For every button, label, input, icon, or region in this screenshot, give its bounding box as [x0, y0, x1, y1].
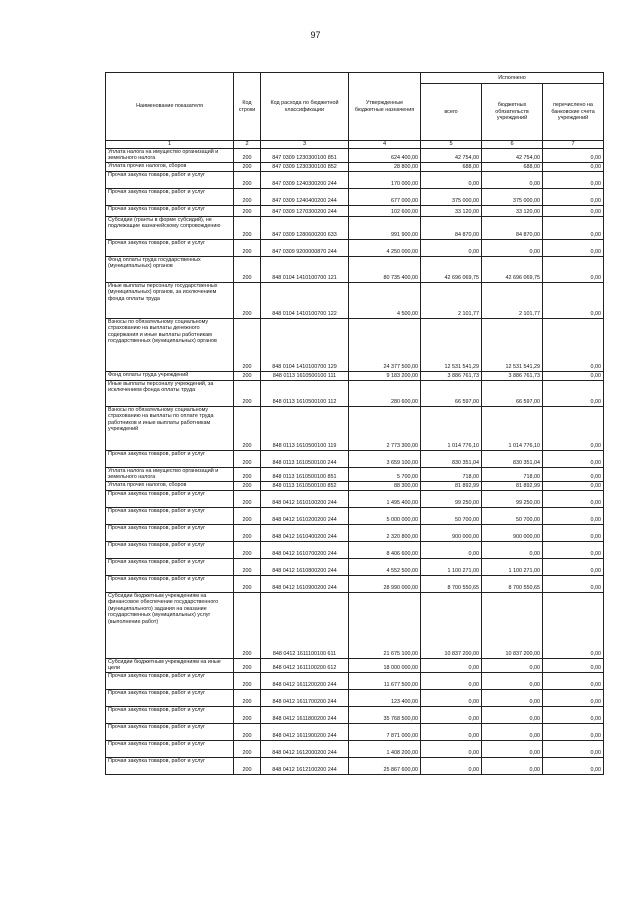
row-executed-institutions: 42 754,00 — [482, 148, 543, 162]
row-line-code: 200 — [234, 256, 261, 282]
row-executed-institutions: 8 700 550,65 — [482, 575, 543, 592]
row-approved: 4 552 500,00 — [349, 558, 421, 575]
row-class-code: 848 0113 1610500100 111 — [261, 371, 349, 380]
row-executed-institutions: 0,00 — [482, 740, 543, 757]
row-transferred: 0,00 — [543, 672, 604, 689]
row-transferred: 0,00 — [543, 239, 604, 256]
row-approved: 80 735 400,00 — [349, 256, 421, 282]
row-transferred: 0,00 — [543, 524, 604, 541]
table-row — [106, 216, 604, 239]
table-row — [106, 450, 604, 467]
row-line-code: 200 — [234, 239, 261, 256]
table-row — [106, 689, 604, 706]
row-name: Прочая закупка товаров, работ и услуг — [106, 450, 234, 467]
row-approved: 991 900,00 — [349, 216, 421, 239]
row-executed-total: 0,00 — [421, 672, 482, 689]
table-row — [106, 467, 604, 481]
row-line-code: 200 — [234, 467, 261, 481]
row-name: Прочая закупка товаров, работ и услуг — [106, 171, 234, 188]
row-class-code: 848 0113 1610500100 851 — [261, 467, 349, 481]
row-executed-institutions: 900 000,00 — [482, 524, 543, 541]
row-class-code: 847 0309 1230300100 852 — [261, 162, 349, 171]
row-executed-institutions: 688,00 — [482, 162, 543, 171]
column-number: 5 — [421, 141, 482, 149]
row-name: Взносы по обязательному социальному страхованию на выплаты по оплате труда работников и иные выплаты работникам учреждений — [106, 406, 234, 450]
row-name: Уплата прочих налогов, сборов — [106, 481, 234, 490]
row-line-code: 200 — [234, 507, 261, 524]
row-class-code: 847 0309 1280600200 633 — [261, 216, 349, 239]
row-executed-total: 375 000,00 — [421, 188, 482, 205]
row-approved: 25 867 600,00 — [349, 757, 421, 774]
row-class-code: 848 0412 1611100100 611 — [261, 592, 349, 658]
row-transferred: 0,00 — [543, 689, 604, 706]
row-class-code: 848 0113 1610500100 244 — [261, 450, 349, 467]
header-line-code: Код строки — [234, 73, 261, 141]
row-line-code: 200 — [234, 380, 261, 406]
row-name: Уплата прочих налогов, сборов — [106, 162, 234, 171]
row-class-code: 848 0412 1612100200 244 — [261, 757, 349, 774]
row-executed-institutions: 1 100 271,00 — [482, 558, 543, 575]
row-transferred: 0,00 — [543, 450, 604, 467]
row-line-code: 200 — [234, 282, 261, 318]
row-transferred: 0,00 — [543, 318, 604, 371]
row-approved: 7 871 000,00 — [349, 723, 421, 740]
row-approved: 5 000 000,00 — [349, 507, 421, 524]
row-approved: 28 800,00 — [349, 162, 421, 171]
row-executed-total: 3 886 761,73 — [421, 371, 482, 380]
row-executed-institutions: 0,00 — [482, 239, 543, 256]
row-executed-institutions: 0,00 — [482, 541, 543, 558]
row-line-code: 200 — [234, 672, 261, 689]
row-name: Уплата налога на имущество организаций и земельного налога — [106, 148, 234, 162]
row-name: Прочая закупка товаров, работ и услуг — [106, 205, 234, 216]
row-approved: 3 659 100,00 — [349, 450, 421, 467]
row-line-code: 200 — [234, 188, 261, 205]
row-executed-total: 688,00 — [421, 162, 482, 171]
row-class-code: 848 0113 1610500100 852 — [261, 481, 349, 490]
row-line-code: 200 — [234, 171, 261, 188]
column-number: 4 — [349, 141, 421, 149]
row-name: Прочая закупка товаров, работ и услуг — [106, 541, 234, 558]
row-line-code: 200 — [234, 658, 261, 672]
row-transferred: 0,00 — [543, 148, 604, 162]
row-transferred: 0,00 — [543, 706, 604, 723]
row-executed-total: 0,00 — [421, 541, 482, 558]
row-transferred: 0,00 — [543, 205, 604, 216]
row-class-code: 848 0412 1610400200 244 — [261, 524, 349, 541]
row-name: Фонд оплаты труда учреждений — [106, 371, 234, 380]
row-name: Прочая закупка товаров, работ и услуг — [106, 558, 234, 575]
table-row — [106, 723, 604, 740]
row-executed-total: 0,00 — [421, 658, 482, 672]
row-executed-institutions: 0,00 — [482, 672, 543, 689]
row-class-code: 848 0412 1611200200 244 — [261, 672, 349, 689]
row-name: Взносы по обязательному социальному страхованию на выплаты денежного содержания и иные выплаты работникам государственных (муниципальных) органов — [106, 318, 234, 371]
column-number: 3 — [261, 141, 349, 149]
row-class-code: 848 0113 1610500100 119 — [261, 406, 349, 450]
row-transferred: 0,00 — [543, 171, 604, 188]
row-executed-total: 0,00 — [421, 239, 482, 256]
row-approved: 2 773 300,00 — [349, 406, 421, 450]
row-class-code: 848 0412 1611800200 244 — [261, 706, 349, 723]
row-transferred: 0,00 — [543, 575, 604, 592]
row-executed-institutions: 0,00 — [482, 171, 543, 188]
row-approved: 170 000,00 — [349, 171, 421, 188]
table-row — [106, 371, 604, 380]
row-approved: 1 408 200,00 — [349, 740, 421, 757]
table-row — [106, 757, 604, 774]
row-name: Прочая закупка товаров, работ и услуг — [106, 723, 234, 740]
row-name: Прочая закупка товаров, работ и услуг — [106, 672, 234, 689]
row-executed-institutions: 84 870,00 — [482, 216, 543, 239]
row-executed-total: 1 100 271,00 — [421, 558, 482, 575]
row-name: Прочая закупка товаров, работ и услуг — [106, 524, 234, 541]
row-executed-total: 0,00 — [421, 740, 482, 757]
header-approved: Утвержденные бюджетные назначения — [349, 73, 421, 141]
table-row — [106, 672, 604, 689]
row-class-code: 848 0104 1410100700 121 — [261, 256, 349, 282]
row-approved: 1 495 400,00 — [349, 490, 421, 507]
row-executed-institutions: 50 700,00 — [482, 507, 543, 524]
table-row — [106, 380, 604, 406]
row-approved: 5 700,00 — [349, 467, 421, 481]
table-row — [106, 318, 604, 371]
row-line-code: 200 — [234, 148, 261, 162]
row-approved: 24 377 500,00 — [349, 318, 421, 371]
table-row — [106, 706, 604, 723]
row-class-code: 847 0309 9200000870 244 — [261, 239, 349, 256]
header-institutions: бюджетных обязательств учреждений — [482, 84, 543, 141]
row-name: Фонд оплаты труда государственных (муниципальных) органов — [106, 256, 234, 282]
table-row — [106, 188, 604, 205]
row-name: Прочая закупка товаров, работ и услуг — [106, 188, 234, 205]
row-approved: 102 600,00 — [349, 205, 421, 216]
row-line-code: 200 — [234, 205, 261, 216]
header-name: Наименование показателя — [106, 73, 234, 141]
table-row — [106, 239, 604, 256]
row-name: Субсидии бюджетным учреждениям на финансовое обеспечение государственного (муниципального) задания на оказание государственных (муниципальных) услуг (выполнение работ) — [106, 592, 234, 658]
table-row — [106, 740, 604, 757]
row-executed-total: 0,00 — [421, 706, 482, 723]
row-executed-institutions: 42 696 069,75 — [482, 256, 543, 282]
row-line-code: 200 — [234, 592, 261, 658]
row-transferred: 0,00 — [543, 740, 604, 757]
row-line-code: 200 — [234, 706, 261, 723]
row-approved: 21 675 100,00 — [349, 592, 421, 658]
row-class-code: 847 0309 1230300100 851 — [261, 148, 349, 162]
table-row — [106, 558, 604, 575]
row-approved: 8 406 600,00 — [349, 541, 421, 558]
row-class-code: 848 0104 1410100700 122 — [261, 282, 349, 318]
row-name: Прочая закупка товаров, работ и услуг — [106, 239, 234, 256]
row-transferred: 0,00 — [543, 592, 604, 658]
table-row — [106, 575, 604, 592]
row-executed-institutions: 0,00 — [482, 689, 543, 706]
row-executed-total: 42 696 069,75 — [421, 256, 482, 282]
row-class-code: 848 0412 1610900200 244 — [261, 575, 349, 592]
row-line-code: 200 — [234, 689, 261, 706]
row-executed-total: 33 120,00 — [421, 205, 482, 216]
row-line-code: 200 — [234, 757, 261, 774]
row-name: Иные выплаты персоналу учреждений, за исключением фонда оплаты труда — [106, 380, 234, 406]
table-row — [106, 256, 604, 282]
table-row — [106, 205, 604, 216]
row-line-code: 200 — [234, 558, 261, 575]
row-class-code: 848 0412 1610100200 244 — [261, 490, 349, 507]
row-approved: 2 320 800,00 — [349, 524, 421, 541]
row-approved: 35 768 500,00 — [349, 706, 421, 723]
row-line-code: 200 — [234, 318, 261, 371]
row-transferred: 0,00 — [543, 490, 604, 507]
row-name: Прочая закупка товаров, работ и услуг — [106, 740, 234, 757]
row-approved: 677 000,00 — [349, 188, 421, 205]
row-line-code: 200 — [234, 723, 261, 740]
row-executed-institutions: 81 892,99 — [482, 481, 543, 490]
row-executed-total: 0,00 — [421, 171, 482, 188]
column-number: 2 — [234, 141, 261, 149]
row-approved: 18 000 000,00 — [349, 658, 421, 672]
row-approved: 123 400,00 — [349, 689, 421, 706]
row-name: Субсидии (гранты в форме субсидий), не подлежащие казначейскому сопровождению — [106, 216, 234, 239]
row-class-code: 847 0309 1270300200 244 — [261, 205, 349, 216]
row-executed-institutions: 12 531 541,29 — [482, 318, 543, 371]
row-class-code: 848 0412 1611100200 612 — [261, 658, 349, 672]
row-class-code: 848 0412 1612000200 244 — [261, 740, 349, 757]
row-name: Прочая закупка товаров, работ и услуг — [106, 757, 234, 774]
table-row — [106, 282, 604, 318]
table-row — [106, 524, 604, 541]
row-transferred: 0,00 — [543, 216, 604, 239]
row-executed-institutions: 1 014 776,10 — [482, 406, 543, 450]
table-row — [106, 171, 604, 188]
table-row — [106, 406, 604, 450]
row-class-code: 848 0412 1610200200 244 — [261, 507, 349, 524]
row-transferred: 0,00 — [543, 507, 604, 524]
budget-execution-table — [105, 72, 604, 775]
table-row — [106, 658, 604, 672]
row-executed-institutions: 66 597,00 — [482, 380, 543, 406]
row-executed-total: 1 014 776,10 — [421, 406, 482, 450]
row-transferred: 0,00 — [543, 658, 604, 672]
table-row — [106, 507, 604, 524]
row-line-code: 200 — [234, 406, 261, 450]
row-executed-total: 0,00 — [421, 723, 482, 740]
table-row — [106, 148, 604, 162]
row-executed-total: 10 837 200,00 — [421, 592, 482, 658]
row-approved: 4 250 000,00 — [349, 239, 421, 256]
row-class-code: 848 0412 1611700200 244 — [261, 689, 349, 706]
row-executed-total: 12 531 541,29 — [421, 318, 482, 371]
row-line-code: 200 — [234, 740, 261, 757]
row-transferred: 0,00 — [543, 380, 604, 406]
row-approved: 28 990 000,00 — [349, 575, 421, 592]
row-executed-institutions: 3 886 761,73 — [482, 371, 543, 380]
row-transferred: 0,00 — [543, 406, 604, 450]
row-line-code: 200 — [234, 490, 261, 507]
row-line-code: 200 — [234, 575, 261, 592]
row-line-code: 200 — [234, 450, 261, 467]
row-transferred: 0,00 — [543, 757, 604, 774]
page-number: 97 — [310, 30, 321, 40]
row-class-code: 848 0104 1410100700 129 — [261, 318, 349, 371]
header-executed: Исполнено — [421, 73, 604, 84]
row-transferred: 0,00 — [543, 282, 604, 318]
row-transferred: 0,00 — [543, 162, 604, 171]
row-executed-total: 900 000,00 — [421, 524, 482, 541]
row-name: Прочая закупка товаров, работ и услуг — [106, 490, 234, 507]
row-executed-total: 8 700 550,65 — [421, 575, 482, 592]
row-transferred: 0,00 — [543, 558, 604, 575]
table-row — [106, 162, 604, 171]
row-name: Иные выплаты персоналу государственных (муниципальных) органов, за исключением фонда оплаты труда — [106, 282, 234, 318]
row-name: Прочая закупка товаров, работ и услуг — [106, 706, 234, 723]
row-line-code: 200 — [234, 541, 261, 558]
table-row — [106, 481, 604, 490]
row-executed-institutions: 33 120,00 — [482, 205, 543, 216]
row-executed-total: 0,00 — [421, 757, 482, 774]
row-executed-institutions: 99 250,00 — [482, 490, 543, 507]
row-executed-total: 84 870,00 — [421, 216, 482, 239]
row-class-code: 848 0113 1610500100 112 — [261, 380, 349, 406]
row-name: Прочая закупка товаров, работ и услуг — [106, 575, 234, 592]
row-name: Субсидии бюджетным учреждениям на иные цели — [106, 658, 234, 672]
table-row — [106, 541, 604, 558]
row-executed-institutions: 0,00 — [482, 706, 543, 723]
row-executed-total: 50 700,00 — [421, 507, 482, 524]
row-executed-institutions: 0,00 — [482, 658, 543, 672]
header-transferred: перечислено на банковские счета учреждений — [543, 84, 604, 141]
row-class-code: 847 0309 1240300200 244 — [261, 171, 349, 188]
row-approved: 624 400,00 — [349, 148, 421, 162]
row-transferred: 0,00 — [543, 188, 604, 205]
row-transferred: 0,00 — [543, 481, 604, 490]
row-transferred: 0,00 — [543, 541, 604, 558]
header-class-code: Код расхода по бюджетной классификации — [261, 73, 349, 141]
row-executed-institutions: 718,00 — [482, 467, 543, 481]
row-class-code: 848 0412 1610700200 244 — [261, 541, 349, 558]
table-row — [106, 490, 604, 507]
row-class-code: 848 0412 1610800200 244 — [261, 558, 349, 575]
row-transferred: 0,00 — [543, 371, 604, 380]
row-line-code: 200 — [234, 371, 261, 380]
row-name: Прочая закупка товаров, работ и услуг — [106, 507, 234, 524]
row-executed-total: 99 250,00 — [421, 490, 482, 507]
row-executed-total: 718,00 — [421, 467, 482, 481]
row-executed-total: 0,00 — [421, 689, 482, 706]
column-number: 7 — [543, 141, 604, 149]
row-line-code: 200 — [234, 481, 261, 490]
row-line-code: 200 — [234, 216, 261, 239]
row-approved: 11 677 500,00 — [349, 672, 421, 689]
row-approved: 9 183 200,00 — [349, 371, 421, 380]
row-approved: 280 600,00 — [349, 380, 421, 406]
row-executed-institutions: 375 000,00 — [482, 188, 543, 205]
row-name: Уплата налога на имущество организаций и земельного налога — [106, 467, 234, 481]
row-approved: 4 500,00 — [349, 282, 421, 318]
row-executed-institutions: 10 837 200,00 — [482, 592, 543, 658]
row-executed-institutions: 0,00 — [482, 757, 543, 774]
row-executed-total: 66 597,00 — [421, 380, 482, 406]
row-executed-institutions: 0,00 — [482, 723, 543, 740]
row-transferred: 0,00 — [543, 723, 604, 740]
row-class-code: 847 0309 1240400200 244 — [261, 188, 349, 205]
row-executed-total: 830 351,04 — [421, 450, 482, 467]
row-transferred: 0,00 — [543, 467, 604, 481]
column-number: 6 — [482, 141, 543, 149]
row-line-code: 200 — [234, 524, 261, 541]
row-executed-total: 2 101,77 — [421, 282, 482, 318]
table-body — [106, 148, 604, 774]
row-executed-institutions: 2 101,77 — [482, 282, 543, 318]
table-row — [106, 592, 604, 658]
row-line-code: 200 — [234, 162, 261, 171]
row-executed-institutions: 830 351,04 — [482, 450, 543, 467]
header-total: всего — [421, 84, 482, 141]
row-name: Прочая закупка товаров, работ и услуг — [106, 689, 234, 706]
row-executed-total: 42 754,00 — [421, 148, 482, 162]
row-approved: 88 300,00 — [349, 481, 421, 490]
row-transferred: 0,00 — [543, 256, 604, 282]
row-executed-total: 81 892,99 — [421, 481, 482, 490]
row-class-code: 848 0412 1611900200 244 — [261, 723, 349, 740]
column-number: 1 — [106, 141, 234, 149]
